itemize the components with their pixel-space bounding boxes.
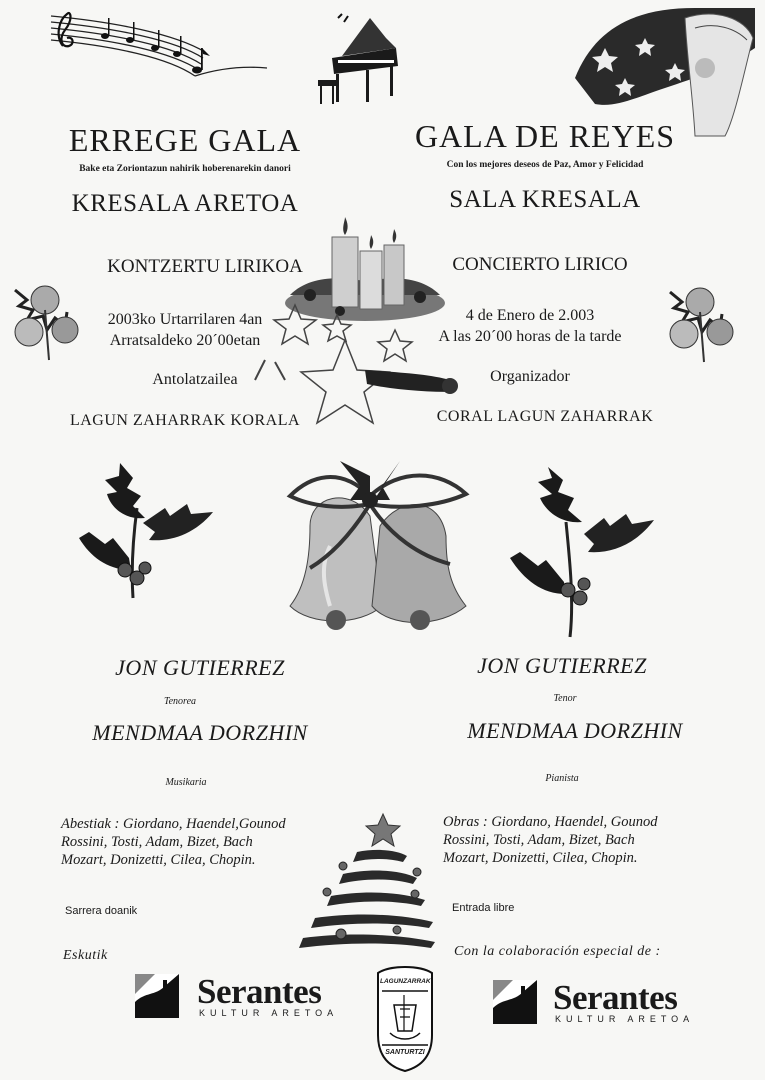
left-works-line3: Mozart, Donizetti, Cilea, Chopin.	[61, 852, 256, 868]
grand-piano-icon	[312, 8, 404, 108]
choir-emblem	[370, 965, 440, 1073]
right-date	[405, 305, 655, 347]
left-title: ERREGE GALA	[68, 122, 302, 158]
holly-icon	[75, 458, 220, 608]
left-artist1: JON GUTIERREZ	[115, 655, 285, 680]
sponsor-name: Serantes	[197, 972, 322, 1011]
left-collab: Eskutik	[63, 948, 108, 963]
christmas-bells-icon	[270, 456, 480, 638]
left-concert: KONTZERTU LIRIKOA	[107, 256, 303, 277]
sponsor-subtitle: KULTUR ARETOA	[199, 1008, 339, 1018]
christmas-tree-icon	[297, 812, 437, 957]
left-artist2: MENDMAA DORZHIN	[92, 720, 308, 745]
right-works-line3: Mozart, Donizetti, Cilea, Chopin.	[443, 850, 638, 866]
left-subtitle: Bake eta Zoriontazun nahirik hoberenarekin danori	[79, 164, 291, 174]
right-hall: SALA KRESALA	[449, 186, 641, 213]
serantes-mark-icon	[135, 974, 179, 1018]
right-role2: Pianista	[545, 773, 579, 784]
left-organizer: LAGUN ZAHARRAK KORALA	[69, 412, 301, 429]
sponsor-logo-left	[135, 972, 350, 1022]
left-date	[85, 309, 285, 351]
sponsor-subtitle: KULTUR ARETOA	[555, 1014, 695, 1024]
emblem-top-text: LAGUNZARRAK	[380, 978, 431, 985]
left-hall: KRESALA ARETOA	[71, 190, 299, 217]
right-title: GALA DE REYES	[414, 118, 676, 154]
left-works-line2: Rossini, Tosti, Adam, Bizet, Bach	[61, 834, 253, 850]
emblem-bottom-text: SANTURTZI	[385, 1049, 425, 1056]
left-works-line1: Abestiak : Giordano, Haendel,Gounod	[61, 816, 286, 832]
left-works	[61, 815, 286, 869]
right-works-line1: Obras : Giordano, Haendel, Gounod	[443, 814, 658, 830]
right-works-line2: Rossini, Tosti, Adam, Bizet, Bach	[443, 832, 635, 848]
serantes-mark-icon	[493, 980, 537, 1024]
sponsor-name: Serantes	[553, 978, 678, 1017]
right-artist2: MENDMAA DORZHIN	[467, 718, 683, 743]
right-works	[443, 813, 658, 867]
right-subtitle: Con los mejores deseos de Paz, Amor y Felicidad	[446, 160, 644, 170]
right-entry: Entrada libre	[452, 902, 515, 914]
left-role2: Musikaria	[165, 777, 207, 788]
left-role1: Tenorea	[163, 696, 197, 707]
right-collab: Con la colaboración especial de :	[454, 944, 661, 959]
left-entry: Sarrera doanik	[65, 905, 138, 917]
right-organizer: CORAL LAGUN ZAHARRAK	[436, 408, 654, 425]
right-organizer-label: Organizador	[490, 368, 570, 385]
left-date-line1: 2003ko Urtarrilaren 4an	[107, 311, 263, 328]
right-concert: CONCIERTO LIRICO	[452, 254, 628, 275]
christmas-ornaments-icon	[660, 272, 742, 367]
sponsor-logo-right	[493, 978, 713, 1028]
music-staff-icon	[45, 8, 270, 83]
right-date-line1: 4 de Enero de 2.003	[465, 307, 595, 324]
holly-icon	[508, 462, 658, 642]
left-date-line2: Arratsaldeko 20´00etan	[109, 332, 261, 349]
right-date-line2: A las 20´00 horas de la tarde	[438, 328, 622, 345]
right-artist1: JON GUTIERREZ	[477, 653, 647, 678]
right-role1: Tenor	[553, 693, 577, 704]
christmas-ornaments-icon	[5, 270, 87, 365]
left-organizer-label: Antolatzailea	[152, 371, 238, 388]
